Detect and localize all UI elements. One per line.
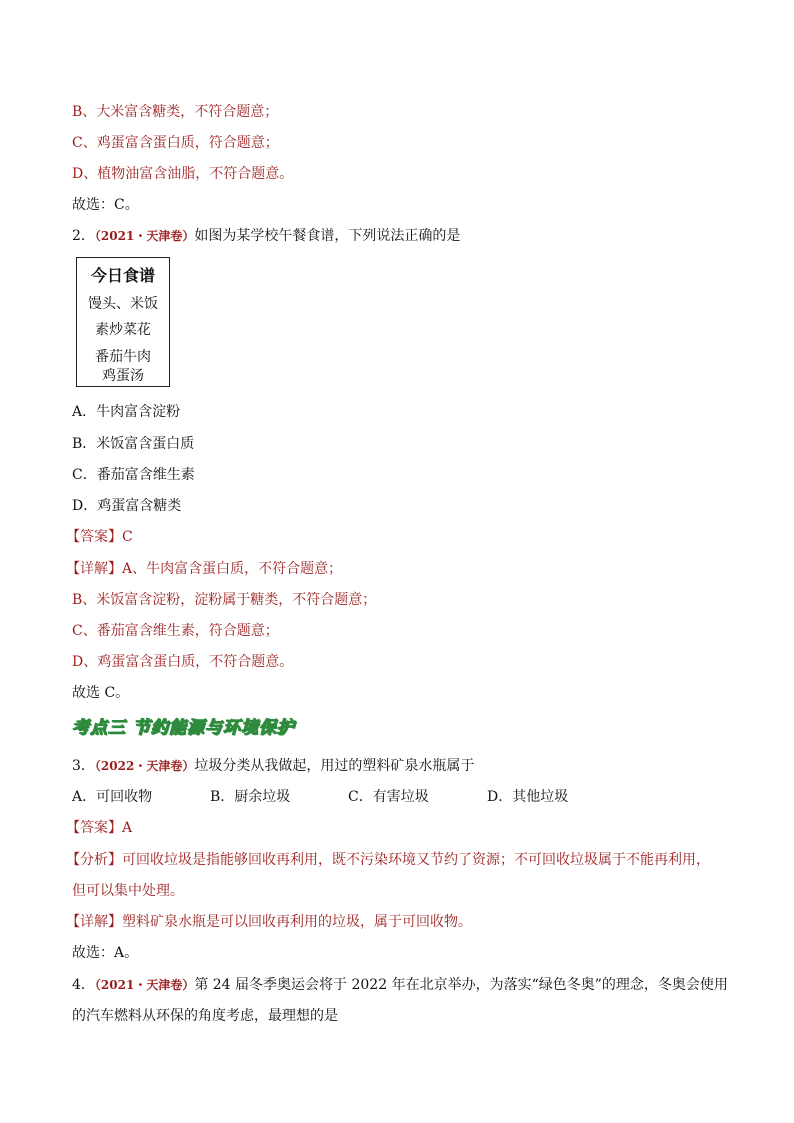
q4-source: （2021・天津卷） [94,978,195,992]
answer-value: C [122,529,133,545]
q4-number: 4． [72,977,95,993]
menu-figure [76,257,170,387]
q3-option-d: D．其他垃圾 [487,789,569,805]
q3-source: （2022・天津卷） [94,759,195,773]
q3-conclusion: 故选：A。 [72,945,139,961]
q2-conclusion: 故选 C。 [72,685,130,701]
menu-item: 番茄牛肉 [95,349,151,365]
q2-detail-d: D、鸡蛋富含蛋白质，不符合题意。 [72,654,294,670]
q2-option-b: B．米饭富含蛋白质 [72,436,195,452]
menu-item: 鸡蛋汤 [102,368,144,384]
q2-stem-line [72,226,460,246]
q2-detail-a [66,559,342,579]
q4-stem-line [72,975,728,995]
q1-detail-c: C、鸡蛋富含蛋白质，符合题意； [72,135,279,151]
answer-tag: 【答案】 [66,529,122,545]
q1-detail-b: B、大米富含糖类，不符合题意； [72,104,279,120]
detail-tag: 【详解】 [66,914,122,930]
section-heading: 考点三 节约能源与环境保护 [72,718,295,738]
detail-text: 塑料矿泉水瓶是可以回收再利用的垃圾，属于可回收物。 [122,914,472,930]
analysis-tag: 【分析】 [66,852,122,868]
detail-text: A、牛肉富含蛋白质，不符合题意； [122,561,343,577]
q3-answer [66,818,132,838]
menu-item: 馒头、米饭 [88,296,158,312]
q1-conclusion: 故选：C。 [72,197,139,213]
q4-stem-cont: 的汽车燃料从环保的角度考虑，最理想的是 [72,1008,338,1024]
menu-title: 今日食谱 [90,266,155,285]
q3-stem-line [72,756,474,776]
q3-analysis-cont: 但可以集中处理。 [72,883,184,899]
q1-detail-d: D、植物油富含油脂，不符合题意。 [72,166,294,182]
q2-stem: 如图为某学校午餐食谱，下列说法正确的是 [194,228,461,244]
answer-tag: 【答案】 [66,820,122,836]
q3-stem: 垃圾分类从我做起，用过的塑料矿泉水瓶属于 [194,758,475,774]
q2-number: 2． [72,228,95,244]
q3-analysis [66,850,710,870]
q2-detail-b: B、米饭富含淀粉，淀粉属于糖类，不符合题意； [72,592,377,608]
q3-number: 3． [72,758,95,774]
menu-item: 素炒菜花 [95,322,151,338]
q3-detail [66,912,472,932]
q4-stem: 第 24 届冬季奥运会将于 2022 年在北京举办，为落实“绿色冬奥”的理念，冬奥会使用 [194,977,728,993]
q3-option-b: B．厨余垃圾 [210,789,291,805]
q2-option-a: A．牛肉富含淀粉 [72,404,181,420]
q2-source: （2021・天津卷） [94,229,195,243]
detail-tag: 【详解】 [66,561,122,577]
q2-option-c: C．番茄富含维生素 [72,467,195,483]
q3-option-c: C．有害垃圾 [348,789,429,805]
q2-option-d: D．鸡蛋富含糖类 [72,498,182,514]
answer-value: A [122,820,133,836]
analysis-text: 可回收垃圾是指能够回收再利用，既不污染环境又节约了资源；不可回收垃圾属于不能再利用， [122,852,710,868]
q2-detail-c: C、番茄富含维生素，符合题意； [72,623,279,639]
q3-option-a: A．可回收物 [72,789,153,805]
q2-answer [66,527,133,547]
